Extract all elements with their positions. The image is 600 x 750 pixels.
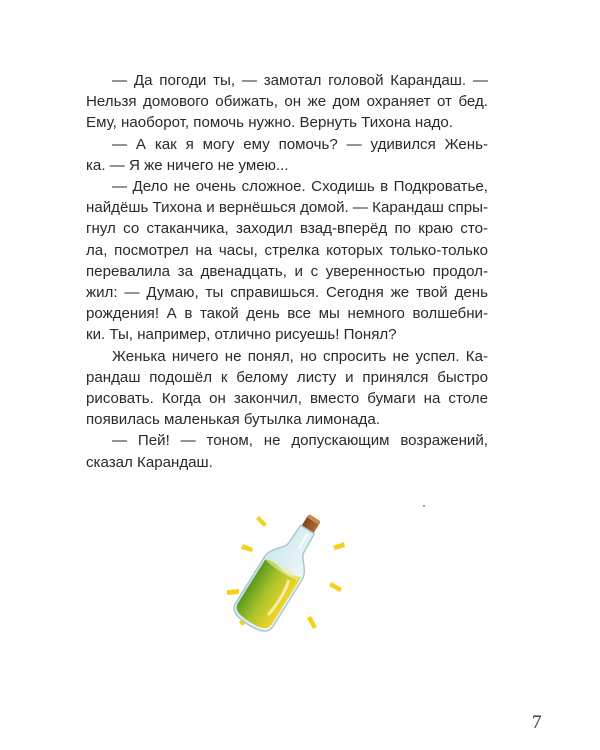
lemonade-bottle-icon	[215, 486, 350, 648]
page-number: 7	[532, 712, 542, 733]
text-line: — Да погоди ты, — замотал головой Карандаш. —	[112, 72, 488, 89]
text-line: появилась маленькая бутылка лимонада.	[86, 411, 380, 429]
text-line: Ему, наоборот, помочь нужно. Вернуть Тихона надо.	[86, 114, 453, 132]
text-line: гнул со стаканчика, заходил взад-вперёд по краю сто-	[86, 220, 488, 238]
text-line: рандаш подошёл к белому листу и принялся быстро	[86, 368, 488, 386]
text-line: — Пей! — тоном, не допускающим возражений,	[112, 432, 488, 450]
story-text	[86, 70, 488, 473]
text-line: ла, посмотрел на часы, стрелка которых только-только	[86, 241, 488, 259]
text-line: перевалила за двенадцать, и с уверенностью продол-	[86, 262, 488, 280]
text-line: найдёшь Тихона и вернёшься домой. — Карандаш спры-	[86, 199, 488, 217]
lemonade-bottle-illustration	[215, 486, 350, 648]
paper-speck	[423, 505, 425, 507]
text-line: Нельзя домового обижать, он же дом охраняет от бед.	[86, 93, 488, 111]
bottle	[229, 506, 333, 636]
text-line: жил: — Думаю, ты справишься. Сегодня же твой день	[86, 284, 488, 302]
text-line: Женька ничего не понял, но спросить не успел. Ка-	[112, 347, 488, 365]
text-line: — Дело не очень сложное. Сходишь в Подкроватье,	[112, 178, 488, 196]
text-line: сказал Карандаш.	[86, 453, 213, 471]
text-line: ки. Ты, например, отлично рисуешь! Понял?	[86, 326, 397, 344]
text-line: рождения! А в такой день все мы немного волшебни-	[86, 305, 488, 323]
text-line: — А как я могу ему помочь? — удивился Жень-	[112, 135, 488, 153]
text-line: ка. — Я же ничего не умею...	[86, 156, 289, 174]
text-line: рисовать. Когда он закончил, вместо бумаги на столе	[86, 390, 488, 408]
